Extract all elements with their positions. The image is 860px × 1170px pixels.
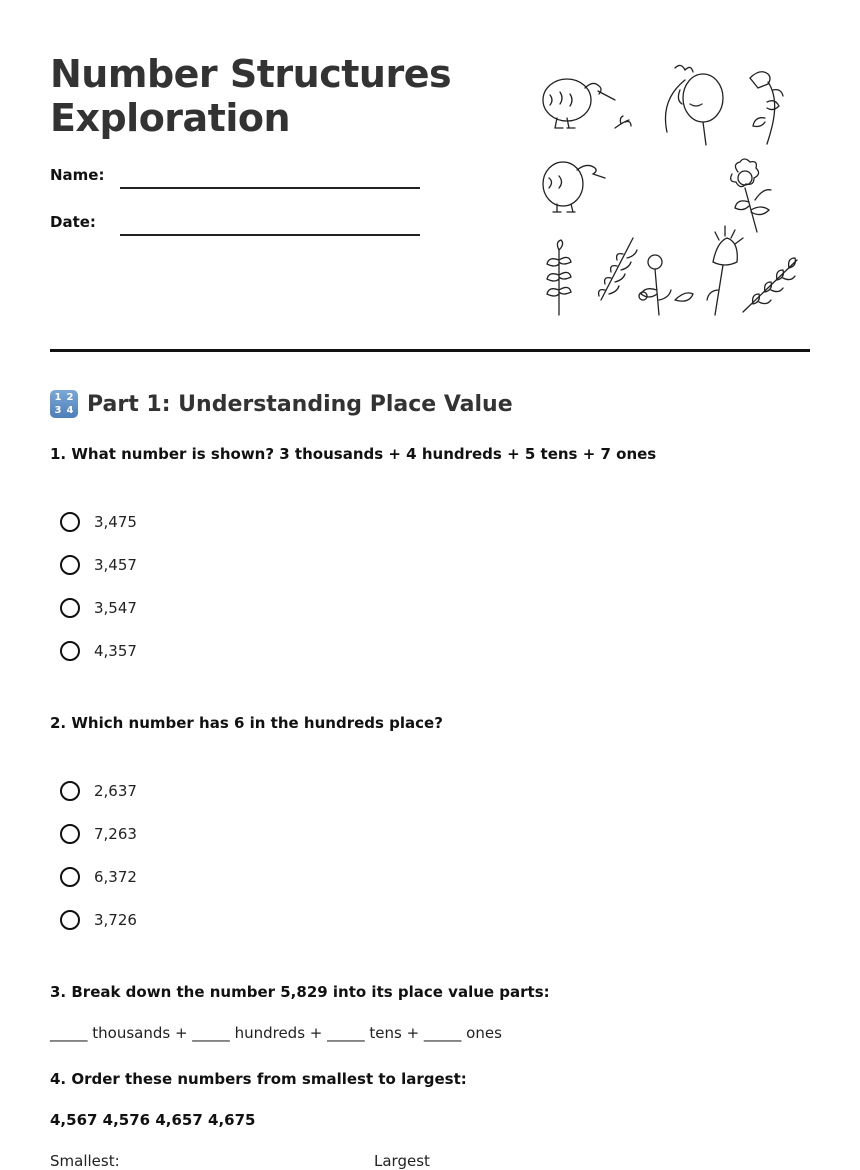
option-label: 2,637: [94, 782, 137, 800]
radio-button[interactable]: [60, 512, 80, 532]
thistle-icon: [707, 226, 743, 315]
q2-option-2[interactable]: [60, 821, 137, 847]
radio-button[interactable]: [60, 781, 80, 801]
q1-option-2[interactable]: [60, 552, 137, 578]
q4-numbers: 4,567 4,576 4,657 4,675: [50, 1111, 256, 1129]
part1-heading: [50, 388, 513, 420]
question-3: 3. Break down the number 5,829 into its place value parts:: [50, 983, 550, 1001]
leaf-branch-icon: [599, 238, 637, 300]
leaf-branch-icon: [743, 258, 797, 312]
kiwi-bird-icon: [665, 65, 723, 145]
question-1: 1. What number is shown? 3 thousands + 4 hundreds + 5 tens + 7 ones: [50, 445, 657, 463]
bird-flower-icon: [750, 72, 783, 144]
fern-icon: [547, 240, 571, 315]
option-label: 3,547: [94, 599, 137, 617]
radio-button[interactable]: [60, 641, 80, 661]
q2-option-3[interactable]: [60, 864, 137, 890]
q4-largest-label: Largest: [374, 1152, 430, 1170]
question-4: 4. Order these numbers from smallest to largest:: [50, 1070, 467, 1088]
q1-option-1[interactable]: [60, 509, 137, 535]
q1-option-3[interactable]: [60, 595, 137, 621]
radio-button[interactable]: [60, 910, 80, 930]
leaf-sprig-icon: [615, 116, 631, 128]
q2-option-1[interactable]: [60, 778, 137, 804]
date-label: Date:: [50, 213, 96, 231]
kiwi-bird-icon: [543, 162, 605, 212]
kiwi-bird-icon: [543, 79, 615, 128]
name-label: Name:: [50, 166, 105, 184]
radio-button[interactable]: [60, 867, 80, 887]
title-line-2: Exploration: [50, 96, 291, 140]
worksheet-title: [50, 52, 451, 140]
flower-icon: [731, 159, 771, 232]
option-label: 4,357: [94, 642, 137, 660]
header-divider: [50, 349, 810, 352]
q4-smallest-label: Smallest:: [50, 1152, 120, 1170]
part1-heading-text: Part 1: Understanding Place Value: [87, 391, 513, 417]
q1-option-4[interactable]: [60, 638, 137, 664]
radio-button[interactable]: [60, 555, 80, 575]
option-label: 3,726: [94, 911, 137, 929]
option-label: 3,475: [94, 513, 137, 531]
numbers-icon: 1 2 3 4: [50, 390, 78, 418]
date-line: [120, 234, 420, 236]
option-label: 7,263: [94, 825, 137, 843]
q3-answer-blanks[interactable]: _____ thousands + _____ hundreds + _____ tens + _____ ones: [50, 1024, 502, 1042]
name-line: [120, 187, 420, 189]
nature-illustration: [535, 60, 800, 322]
option-label: 3,457: [94, 556, 137, 574]
radio-button[interactable]: [60, 824, 80, 844]
title-line-1: Number Structures: [50, 52, 452, 96]
option-label: 6,372: [94, 868, 137, 886]
q2-option-4[interactable]: [60, 907, 137, 933]
berry-plant-icon: [639, 255, 693, 315]
question-2: 2. Which number has 6 in the hundreds place?: [50, 714, 443, 732]
radio-button[interactable]: [60, 598, 80, 618]
